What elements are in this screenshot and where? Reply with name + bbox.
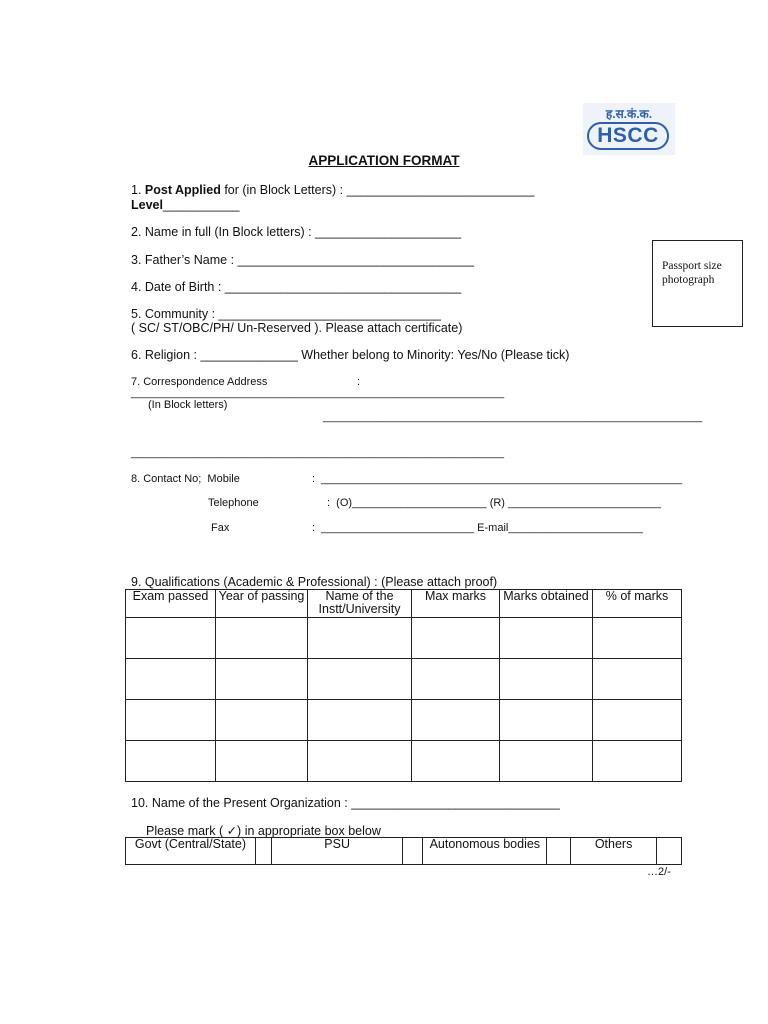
option-autonomous-checkbox[interactable] bbox=[547, 838, 571, 865]
option-others-label: Others bbox=[571, 838, 657, 865]
level-line: ___________ bbox=[162, 198, 240, 212]
fathers-name-field[interactable]: 3. Father’s Name : __________________________________ bbox=[131, 253, 474, 267]
qualifications-table bbox=[125, 589, 682, 782]
option-autonomous-label: Autonomous bodies bbox=[423, 838, 547, 865]
option-govt-label: Govt (Central/State) bbox=[126, 838, 256, 865]
qualifications-header-row bbox=[126, 590, 682, 618]
header-percent-marks: % of marks bbox=[593, 590, 682, 618]
passport-photo-box[interactable] bbox=[652, 240, 743, 327]
table-cell[interactable] bbox=[216, 700, 308, 741]
address-line-1[interactable]: _____________________________________________________________ bbox=[131, 387, 505, 399]
table-cell[interactable] bbox=[308, 618, 412, 659]
table-cell[interactable] bbox=[216, 659, 308, 700]
table-cell[interactable] bbox=[500, 618, 593, 659]
post-applied-rest: for (in Block Letters) : ___________________________ bbox=[220, 183, 535, 197]
header-year-of-passing: Year of passing bbox=[216, 590, 308, 618]
table-row bbox=[126, 618, 682, 659]
page-continuation-marker: …2/- bbox=[647, 866, 671, 878]
qualifications-label: 9. Qualifications (Academic & Professional) : (Please attach proof) bbox=[131, 575, 498, 589]
table-cell[interactable] bbox=[126, 618, 216, 659]
option-govt-checkbox[interactable] bbox=[255, 838, 271, 865]
table-cell[interactable] bbox=[500, 659, 593, 700]
telephone-field[interactable]: : (O)______________________ (R) _________________________ bbox=[327, 497, 661, 509]
table-cell[interactable] bbox=[412, 618, 500, 659]
table-cell[interactable] bbox=[126, 700, 216, 741]
date-of-birth-field[interactable]: 4. Date of Birth : __________________________________ bbox=[131, 280, 462, 294]
post-applied-field[interactable] bbox=[131, 183, 534, 197]
table-row bbox=[126, 741, 682, 782]
table-cell[interactable] bbox=[412, 741, 500, 782]
organization-type-instruction: Please mark ( ✓) in appropriate box below bbox=[146, 824, 381, 838]
table-cell[interactable] bbox=[412, 700, 500, 741]
page-title: APPLICATION FORMAT bbox=[308, 153, 460, 168]
fax-label: Fax bbox=[211, 522, 230, 534]
telephone-label: Telephone bbox=[208, 497, 259, 509]
table-cell[interactable] bbox=[500, 741, 593, 782]
name-in-full-field[interactable]: 2. Name in full (In Block letters) : _____________________ bbox=[131, 225, 462, 239]
header-institution: Name of the Instt/University bbox=[308, 590, 412, 618]
table-cell[interactable] bbox=[593, 659, 682, 700]
post-applied-label: Post Applied bbox=[144, 183, 221, 197]
table-row bbox=[126, 659, 682, 700]
table-cell[interactable] bbox=[308, 659, 412, 700]
table-row bbox=[126, 700, 682, 741]
photo-box-label-line2: photograph bbox=[662, 274, 715, 286]
header-max-marks: Max marks bbox=[412, 590, 500, 618]
table-cell[interactable] bbox=[126, 741, 216, 782]
level-label: Level bbox=[131, 198, 163, 212]
logo-hscc-text: HSCC bbox=[587, 122, 669, 150]
block-letters-note: (In Block letters) bbox=[148, 399, 228, 411]
photo-box-label-line1: Passport size bbox=[662, 260, 722, 272]
table-cell[interactable] bbox=[500, 700, 593, 741]
correspondence-address-label: 7. Correspondence Address bbox=[131, 376, 268, 388]
field-number: 1. bbox=[131, 183, 145, 197]
mobile-field[interactable]: : ___________________________________________________________ bbox=[312, 473, 683, 485]
table-cell[interactable] bbox=[126, 659, 216, 700]
religion-field[interactable]: 6. Religion : ______________ Whether belong to Minority: Yes/No (Please tick) bbox=[131, 348, 570, 362]
option-psu-checkbox[interactable] bbox=[403, 838, 423, 865]
option-others-checkbox[interactable] bbox=[657, 838, 682, 865]
table-cell[interactable] bbox=[308, 741, 412, 782]
logo-hindi-text: ह.स.कं.क. bbox=[605, 107, 653, 121]
table-cell[interactable] bbox=[216, 741, 308, 782]
community-field[interactable]: 5. Community : ________________________________ bbox=[131, 307, 441, 321]
table-cell[interactable] bbox=[593, 700, 682, 741]
table-cell[interactable] bbox=[593, 618, 682, 659]
community-note: ( SC/ ST/OBC/PH/ Un-Reserved ). Please attach certificate) bbox=[131, 321, 463, 335]
header-exam-passed: Exam passed bbox=[126, 590, 216, 618]
header-marks-obtained: Marks obtained bbox=[500, 590, 593, 618]
address-line-3[interactable]: _____________________________________________________________ bbox=[131, 447, 505, 459]
table-cell[interactable] bbox=[216, 618, 308, 659]
fax-email-field[interactable]: : _________________________ E-mail______________________ bbox=[312, 522, 643, 534]
table-cell[interactable] bbox=[412, 659, 500, 700]
correspondence-address-colon: : bbox=[357, 376, 361, 388]
table-cell[interactable] bbox=[308, 700, 412, 741]
level-field[interactable] bbox=[131, 198, 239, 212]
organization-type-table bbox=[125, 837, 682, 865]
option-psu-label: PSU bbox=[271, 838, 403, 865]
organization-type-row bbox=[126, 838, 682, 865]
present-organization-field[interactable]: 10. Name of the Present Organization : ______________________________ bbox=[131, 796, 560, 810]
address-line-2[interactable]: ______________________________________________________________ bbox=[323, 411, 703, 423]
hscc-logo bbox=[583, 103, 675, 155]
table-cell[interactable] bbox=[593, 741, 682, 782]
contact-mobile-label: 8. Contact No; Mobile bbox=[131, 473, 240, 485]
